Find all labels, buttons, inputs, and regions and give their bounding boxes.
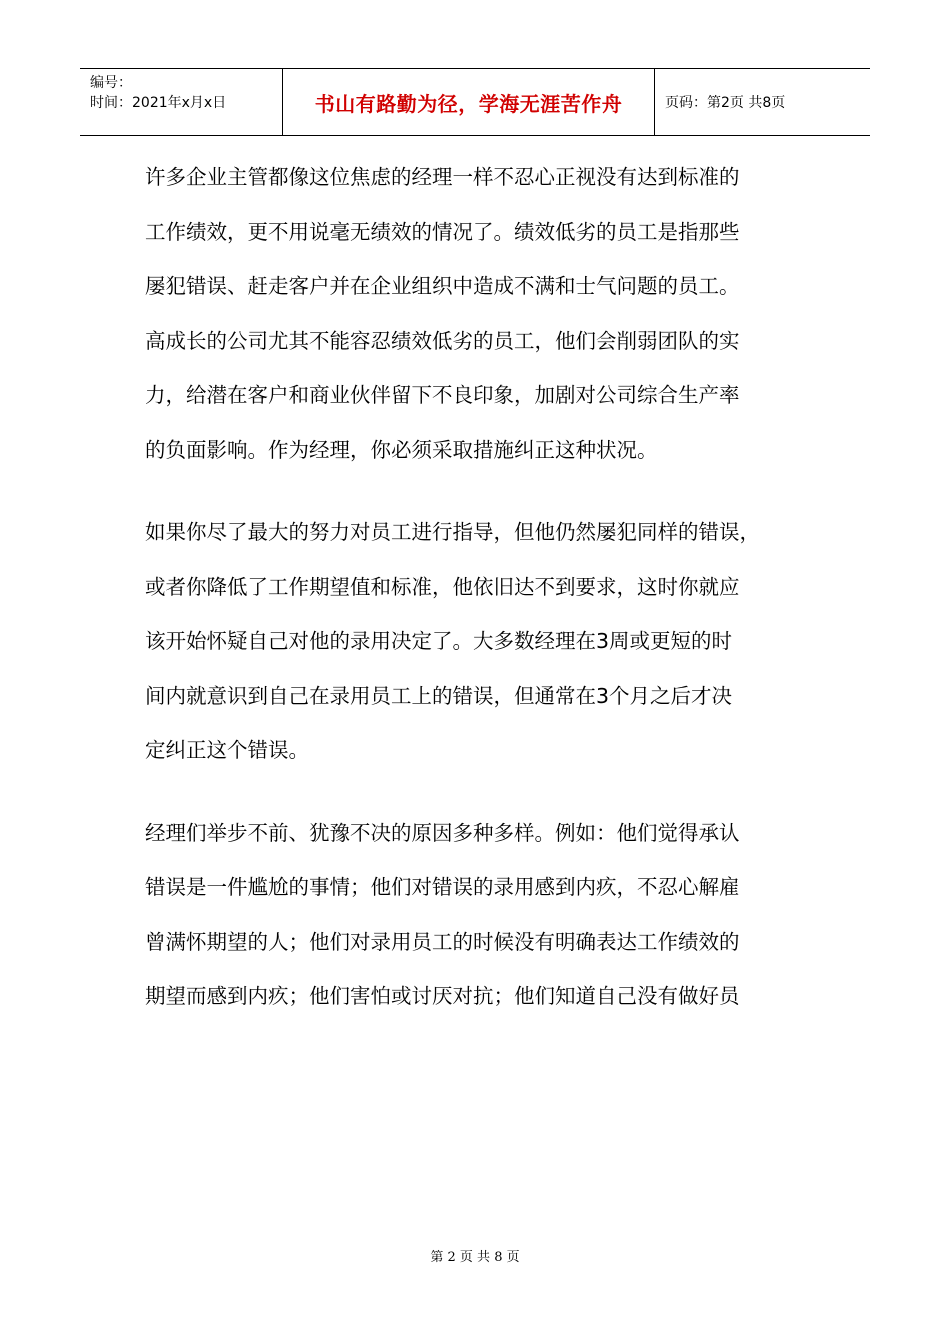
text-line: 错误是一件尴尬的事情；他们对错误的录用感到内疚，不忍心解雇 — [145, 875, 740, 899]
paragraph — [145, 505, 810, 778]
text-line: 或者你降低了工作期望值和标准，他依旧达不到要求，这时你就应 — [145, 574, 740, 599]
header-meta-cell — [80, 69, 283, 135]
text-line: 高成长的公司尤其不能容忍绩效低劣的员工，他们会削弱团队的实 — [145, 328, 740, 353]
text-line: 力，给潜在客户和商业伙伴留下不良印象，加剧对公司综合生产率 — [145, 383, 740, 407]
header-motto: 书山有路勤为径，学海无涯苦作舟 — [314, 91, 623, 116]
text-line: 屡犯错误、赶走客户并在企业组织中造成不满和士气问题的员工。 — [145, 274, 740, 298]
document-body — [145, 150, 810, 1052]
header-motto-cell — [283, 69, 655, 135]
paragraph — [145, 806, 810, 1024]
text-line: 曾满怀期望的人；他们对录用员工的时候没有明确表达工作绩效的 — [145, 929, 740, 954]
paragraph — [145, 150, 810, 477]
header-page-info: 页码：第2页 共8页 — [665, 95, 786, 111]
document-date-label: 时间：2021年x月x日 — [90, 95, 227, 111]
header-page-cell — [655, 69, 870, 135]
text-line: 的负面影响。作为经理，你必须采取措施纠正这种状况。 — [145, 437, 658, 462]
text-line: 许多企业主管都像这位焦虑的经理一样不忍心正视没有达到标准的 — [145, 165, 740, 189]
text-line: 该开始怀疑自己对他的录用决定了。大多数经理在3周或更短的时 — [145, 629, 733, 653]
page-header — [80, 68, 870, 136]
document-number-label: 编号： — [90, 75, 132, 91]
text-line: 如果你尽了最大的努力对员工进行指导，但他仍然屡犯同样的错误， — [145, 520, 760, 544]
text-line: 期望而感到内疚；他们害怕或讨厌对抗；他们知道自己没有做好员 — [145, 984, 740, 1008]
text-line: 经理们举步不前、犹豫不决的原因多种多样。例如：他们觉得承认 — [145, 820, 740, 845]
page-footer — [0, 1246, 950, 1265]
text-line: 间内就意识到自己在录用员工上的错误，但通常在3个月之后才决 — [145, 683, 733, 708]
text-line: 工作绩效，更不用说毫无绩效的情况了。绩效低劣的员工是指那些 — [145, 219, 740, 244]
text-line: 定纠正这个错误。 — [145, 738, 309, 762]
footer-page-number: 第 2 页 共 8 页 — [430, 1250, 520, 1265]
